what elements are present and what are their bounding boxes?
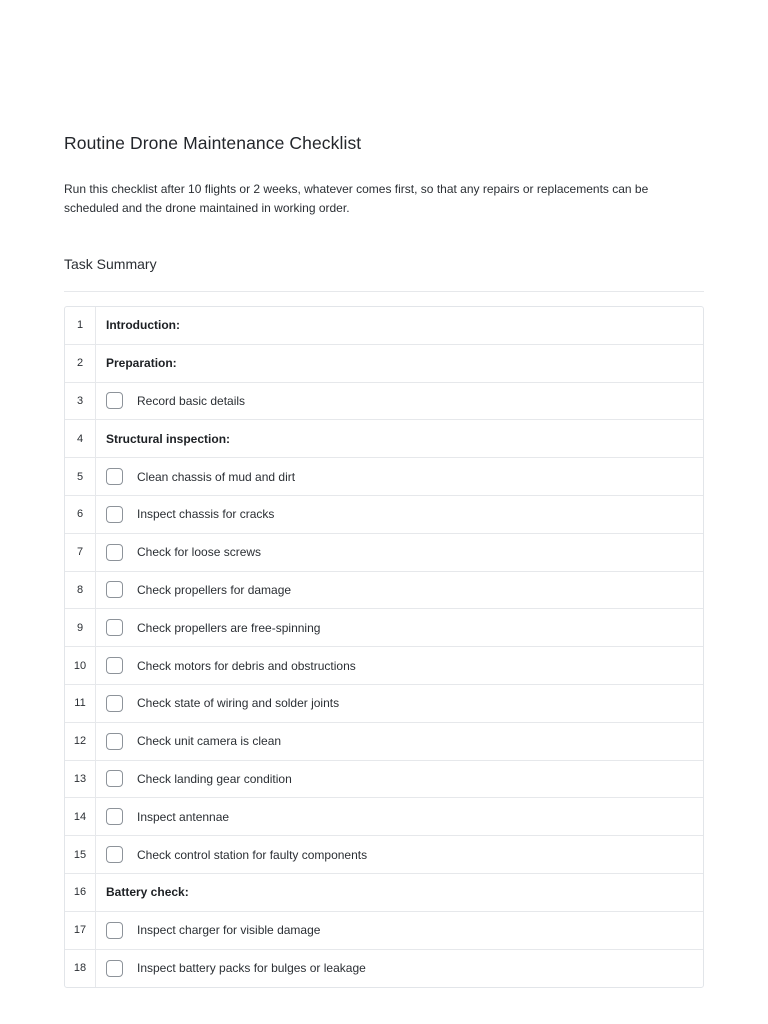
section-cell [96, 345, 703, 382]
task-number: 16 [65, 874, 96, 911]
task-row [65, 458, 703, 496]
task-row [65, 912, 703, 950]
task-number: 17 [65, 912, 96, 949]
task-number: 6 [65, 496, 96, 533]
task-number: 13 [65, 761, 96, 798]
checklist-description: Run this checklist after 10 flights or 2 weeks, whatever comes first, so that any repairs or replacements can be scheduled and the drone maintained in working order. [64, 182, 649, 215]
task-checkbox[interactable] [106, 846, 123, 863]
task-label: Check for loose screws [137, 545, 262, 560]
task-number: 18 [65, 950, 96, 988]
task-checkbox[interactable] [106, 392, 123, 409]
task-summary-heading: Task Summary [64, 256, 157, 272]
task-cell [96, 609, 703, 646]
task-label: Check unit camera is clean [137, 734, 282, 749]
task-number: 4 [65, 420, 96, 457]
task-label: Check propellers are free-spinning [137, 620, 321, 635]
task-label: Check control station for faulty components [137, 847, 368, 862]
task-cell [96, 723, 703, 760]
task-row [65, 572, 703, 610]
section-label: Structural inspection: [106, 431, 231, 446]
task-row [65, 609, 703, 647]
task-checkbox[interactable] [106, 960, 123, 977]
task-row [65, 647, 703, 685]
task-checkbox[interactable] [106, 808, 123, 825]
task-number: 15 [65, 836, 96, 873]
task-cell [96, 496, 703, 533]
divider [64, 291, 704, 292]
task-label: Inspect charger for visible damage [137, 923, 321, 938]
section-row [65, 307, 703, 345]
task-cell [96, 458, 703, 495]
task-cell [96, 761, 703, 798]
task-row [65, 950, 703, 988]
section-cell [96, 874, 703, 911]
task-checkbox[interactable] [106, 657, 123, 674]
task-label: Check motors for debris and obstructions [137, 658, 356, 673]
task-number: 2 [65, 345, 96, 382]
task-label: Check propellers for damage [137, 582, 292, 597]
page-title: Routine Drone Maintenance Checklist [64, 133, 362, 153]
section-cell [96, 307, 703, 344]
task-number: 11 [65, 685, 96, 722]
task-checkbox[interactable] [106, 544, 123, 561]
task-row [65, 761, 703, 799]
task-checkbox[interactable] [106, 922, 123, 939]
task-number: 3 [65, 383, 96, 420]
task-label: Inspect antennae [137, 809, 230, 824]
task-checkbox[interactable] [106, 619, 123, 636]
task-checkbox[interactable] [106, 506, 123, 523]
section-row [65, 420, 703, 458]
task-cell [96, 685, 703, 722]
task-checkbox[interactable] [106, 733, 123, 750]
section-row [65, 874, 703, 912]
task-label: Check landing gear condition [137, 771, 292, 786]
task-cell [96, 383, 703, 420]
task-number: 14 [65, 798, 96, 835]
task-row [65, 685, 703, 723]
task-number: 8 [65, 572, 96, 609]
task-row [65, 798, 703, 836]
task-number: 7 [65, 534, 96, 571]
task-number: 1 [65, 307, 96, 344]
task-checkbox[interactable] [106, 770, 123, 787]
task-row [65, 496, 703, 534]
task-row [65, 836, 703, 874]
task-label: Inspect battery packs for bulges or leakage [137, 961, 366, 976]
task-label: Inspect chassis for cracks [137, 507, 275, 522]
task-cell [96, 572, 703, 609]
task-cell [96, 534, 703, 571]
task-label: Record basic details [137, 393, 246, 408]
task-cell [96, 836, 703, 873]
task-checkbox[interactable] [106, 581, 123, 598]
task-number: 12 [65, 723, 96, 760]
section-row [65, 345, 703, 383]
task-row [65, 383, 703, 421]
task-cell [96, 912, 703, 949]
section-label: Introduction: [106, 318, 180, 333]
task-label: Check state of wiring and solder joints [137, 696, 340, 711]
section-cell [96, 420, 703, 457]
task-label: Clean chassis of mud and dirt [137, 469, 296, 484]
task-number: 9 [65, 609, 96, 646]
task-row [65, 723, 703, 761]
task-checkbox[interactable] [106, 695, 123, 712]
section-label: Battery check: [106, 885, 189, 900]
task-cell [96, 647, 703, 684]
task-cell [96, 798, 703, 835]
task-number: 5 [65, 458, 96, 495]
section-label: Preparation: [106, 356, 177, 371]
task-checkbox[interactable] [106, 468, 123, 485]
task-number: 10 [65, 647, 96, 684]
task-cell [96, 950, 703, 988]
task-summary-table [64, 306, 704, 988]
task-row [65, 534, 703, 572]
